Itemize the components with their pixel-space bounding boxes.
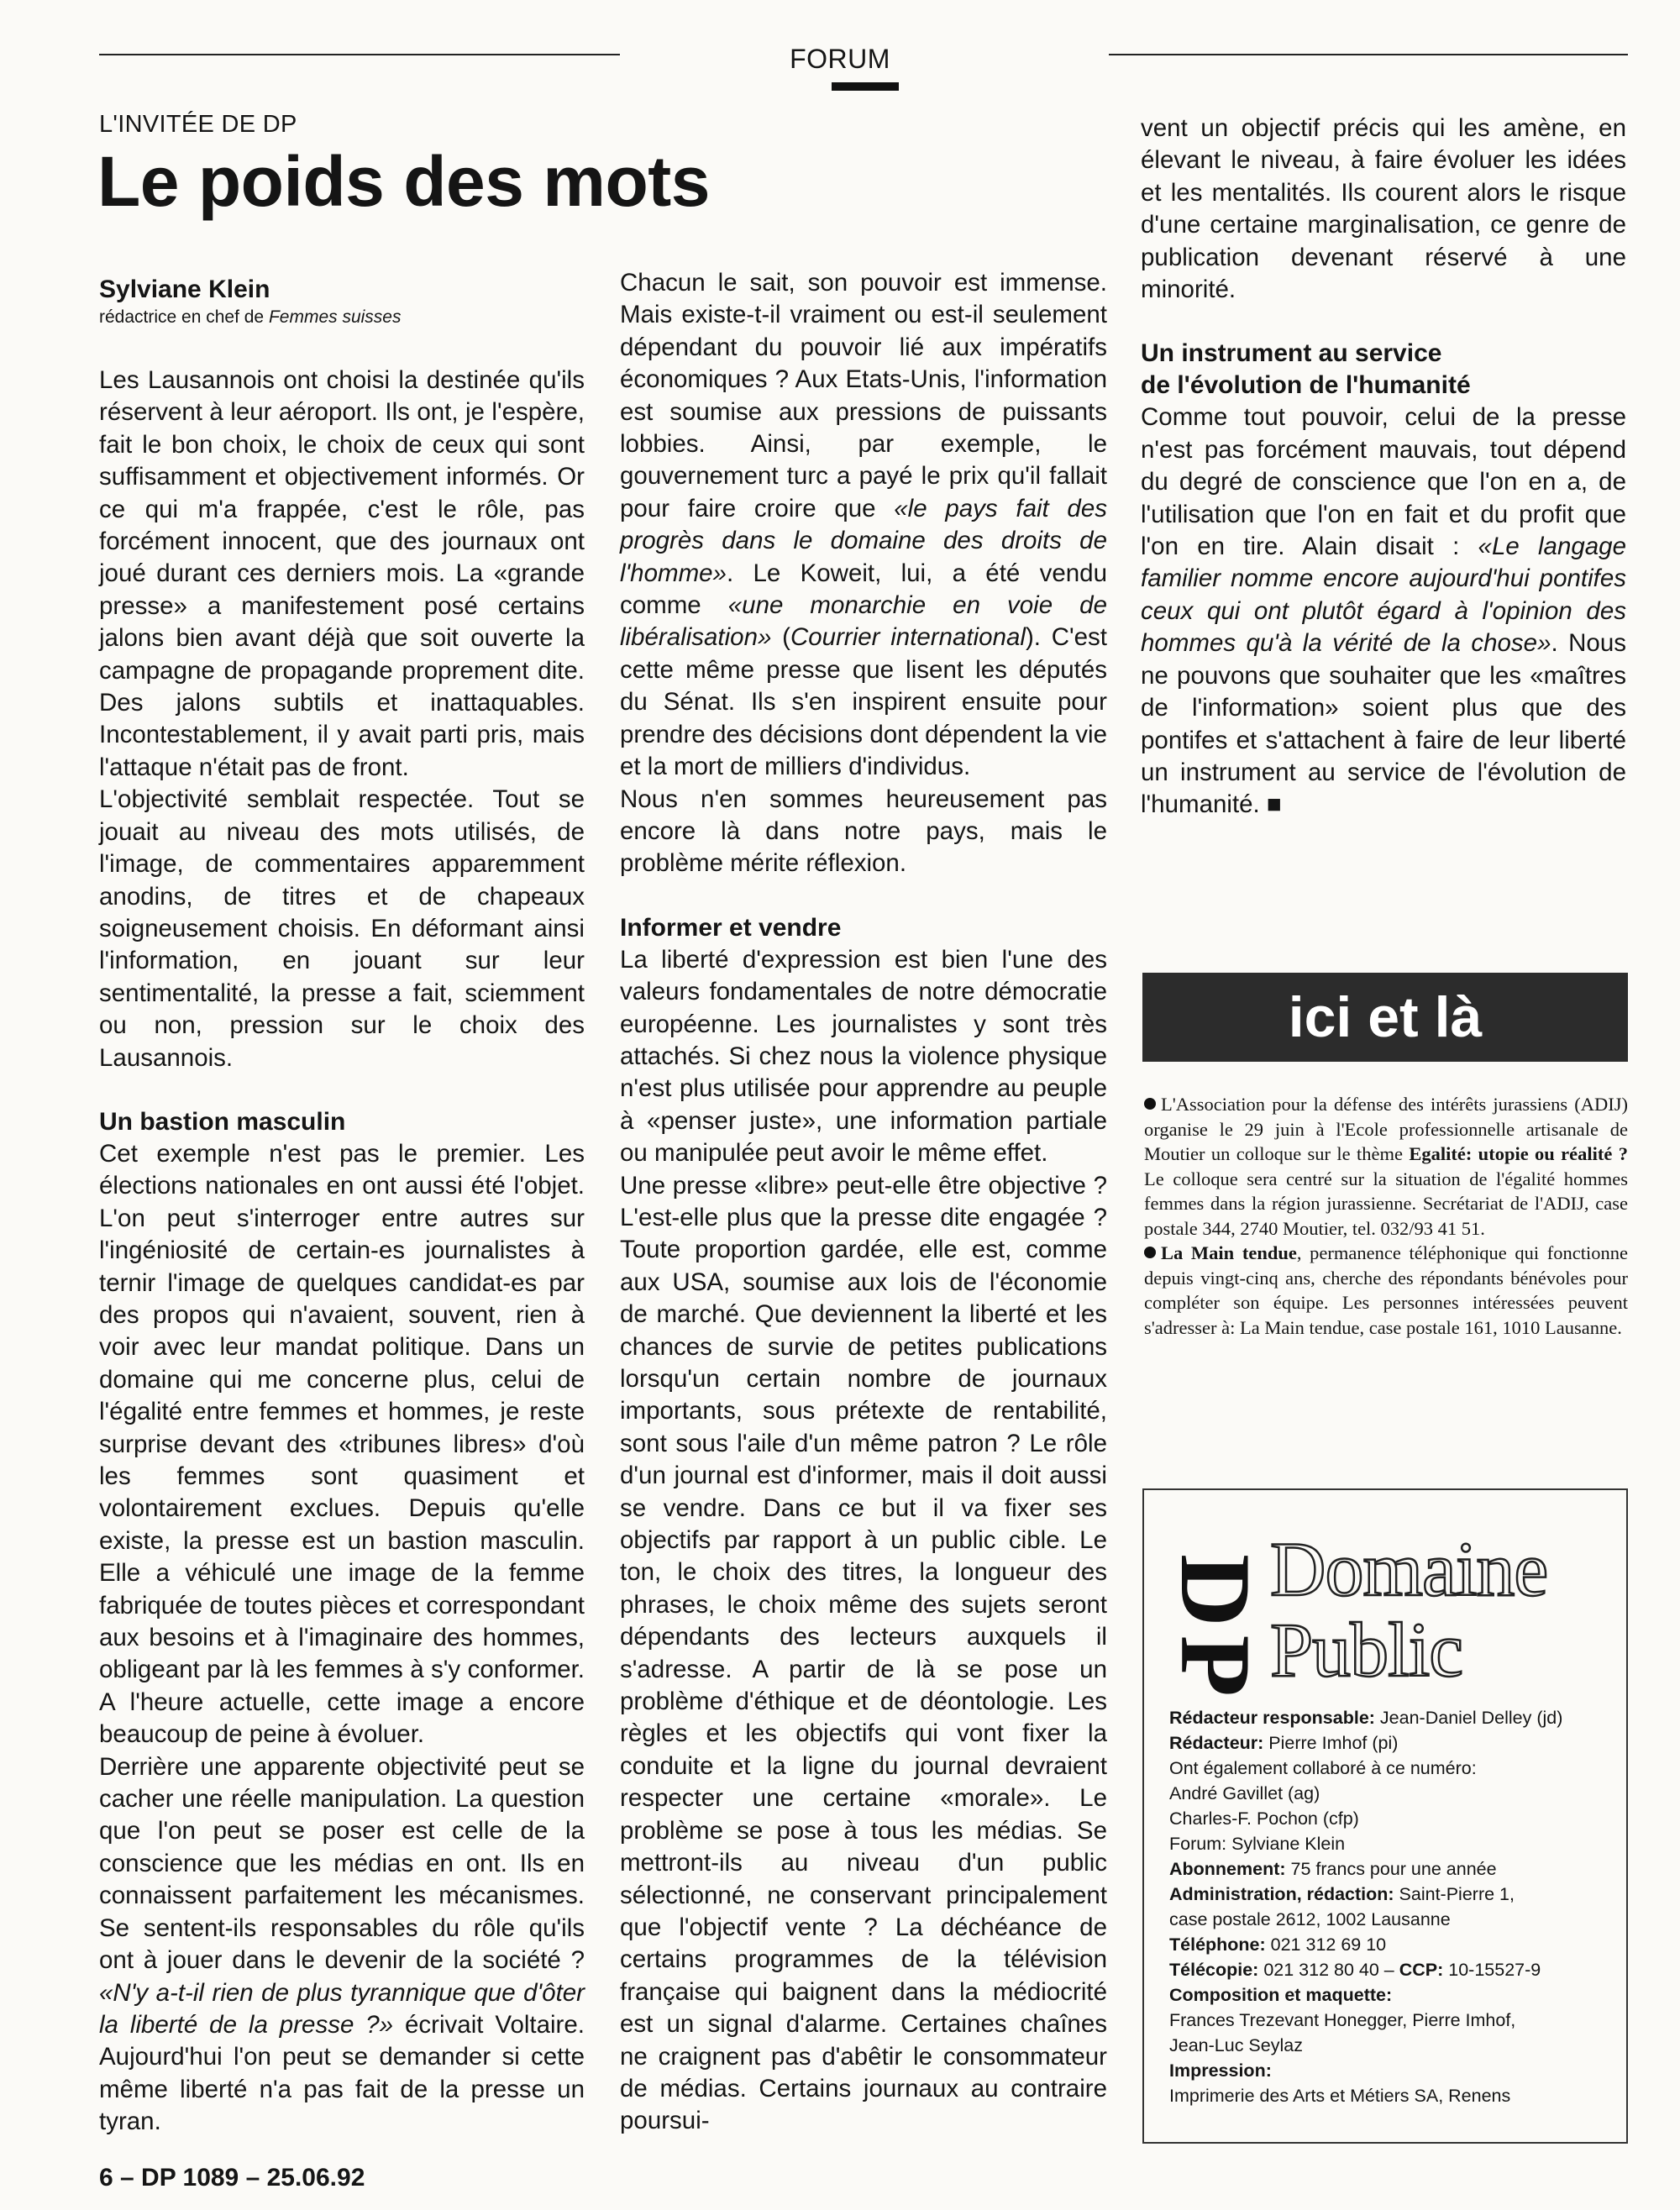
credit-line: case postale 2612, 1002 Lausanne [1169, 1909, 1451, 1929]
paragraph: Une presse «libre» peut-elle être objective ? L'est-elle plus que la presse dite engagée ? Toute proportion gardée, elle est, comme aux USA, soumise aux lois de l'économie de marché. Que deviennent la liberté et les chances de survie de petites publications lorsqu'un certain nombre de journaux importants, sous prétexte de rentabilité, sont sous l'aile d'un même patron ? Le rôle d'un journal est d'informer, mais il doit aussi se vendre. Dans ce but il va fixer ses objectifs par rapport à un public cible. Le ton, le choix des titres, la longueur des phrases, le choix même des sujets seront dépendants des lecteurs auxquels il s'adresse. A partir de là se pose un problème d'éthique et de déontologie. Les règles et les objectifs qui vont fixer la conduite et la ligne du journal devraient respecter une certaine «morale». Le problème se pose à tous les médias. Se mettront-ils au niveau d'un public sélectionné, ne conservant principalement que l'objectif vente ? La déchéance de certains programmes de la télévision française qui baignent dans la médiocrité est un signal d'alarme. Certaines chaînes ne craignent pas d'abêtir le consommateur de médias. Certains journaux au contraire poursui- [620, 1171, 1107, 2135]
page-folio: 6 – DP 1089 – 25.06.92 [99, 2164, 365, 2192]
section-marker [832, 82, 899, 91]
credit-line: Charles-F. Pochon (cfp) [1169, 1808, 1359, 1829]
subheading: Un bastion masculin [99, 1107, 346, 1136]
masthead-box [1142, 1488, 1628, 2144]
paragraph: L'objectivité semblait respectée. Tout se jouait au niveau des mots utilisés, de l'image, de commentaires apparemment anodins, de titres et de chapeaux soigneusement choisis. En déformant ainsi l'information, en jouant sur leur sentimentalité, la presse a fait, sciemment ou non, pression sur le choix des Lausannois. [99, 785, 585, 1072]
article-column-1 [99, 365, 585, 2139]
credit-line: Frances Trezevant Honegger, Pierre Imhof, [1169, 2010, 1516, 2030]
news-item: La Main tendue, permanence téléphonique qui fonctionne depuis vingt-cinq ans, cherche des répondants bénévoles pour compléter son équipe. Les personnes intéressées peuvent s'adresser à: La Main tendue, case postale 161, 1010 Lausanne. [1144, 1242, 1628, 1338]
author-role: rédactrice en chef de Femmes suisses [99, 307, 402, 327]
credit-line: Imprimerie des Arts et Métiers SA, Renens [1169, 2086, 1511, 2106]
credit-line: Rédacteur responsable: Jean-Daniel Delley (jd) [1169, 1708, 1563, 1728]
paragraph: Chacun le sait, son pouvoir est immense. Mais existe-t-il vraiment ou est-il seulement dépendant du pouvoir lié aux impératifs économiques ? Aux Etats-Unis, l'information est soumise aux pressions de puissants lobbies. Ainsi, par exemple, le gouvernement turc a payé le prix qu'il fallait pour faire croire que «le pays fait des progrès dans le domaine des droits de l'homme». Le Koweit, lui, a été vendu comme «une monarchie en voie de libéralisation» (Courrier international). C'est cette même presse que lisent les députés du Sénat. Ils s'en inspirent ensuite pour prendre des décisions dont dépendent la vie et la mort de milliers d'individus. [620, 269, 1107, 781]
credit-line: Forum: Sylviane Klein [1169, 1834, 1346, 1854]
domaine-public-logo: Domaine Public [1270, 1526, 1548, 1693]
credit-line: Administration, rédaction: Saint-Pierre 1, [1169, 1884, 1515, 1904]
article-title: Le poids des mots [97, 142, 710, 221]
paragraph: Les Lausannois ont choisi la destinée qu'ils réservent à leur aéroport. Ils ont, je l'espère, fait le bon choix, le choix de ceux qui sont suffisamment et objectivement informés. Or ce qui m'a frappée, c'est le rôle, pas forcément innocent, que des journaux ont joué durant ces derniers mois. La «grande presse» a manifestement posé certains jalons bien avant déjà que soit ouverte la campagne de propagande proprement dite. Des jalons subtils et inattaquables. Incontestablement, il y avait parti pris, mais l'attaque n'était pas de front. [99, 366, 585, 781]
credit-line: Ont également collaboré à ce numéro: [1169, 1758, 1477, 1778]
paragraph: La liberté d'expression est bien l'une des valeurs fondamentales de notre démocratie européenne. Les journalistes y sont très attachés. Si chez nous la violence physique n'est plus utilisée pour apprendre au peuple à «penser juste», une information partiale ou manipulée peut avoir le même effet. [620, 945, 1107, 1168]
credit-line: Jean-Luc Seylaz [1169, 2035, 1303, 2055]
dp-logo-letters: DP [1160, 1554, 1272, 1705]
ici-et-la-items [1144, 1092, 1628, 1340]
paragraph: vent un objectif précis qui les amène, en élevant le niveau, à faire évoluer les idées et les mentalités. Ils courent alors le risque d'une certaine marginalisation, ce genre de publication devenant réservé à une minorité. [1141, 114, 1626, 304]
dp-logo [1160, 1537, 1272, 1705]
article-column-2 [620, 267, 1107, 2138]
bullet-icon [1144, 1247, 1156, 1258]
credit-line: Téléphone: 021 312 69 10 [1169, 1934, 1387, 1955]
subheading: Informer et vendre [620, 913, 842, 942]
paragraph: Derrière une apparente objectivité peut se cacher une réelle manipulation. La question que l'on peut se poser est celle de la conscience que les médias en ont. Ils en connaissent parfaitement les mécanismes. Se sentent-ils responsables du rôle qu'ils ont à jouer dans le devenir de la société ? «N'y a-t-il rien de plus tyrannique que d'ôter la liberté de la presse ?» écrivait Voltaire. Aujourd'hui l'on peut se demander si cette même liberté n'a pas fait de la presse un tyran. [99, 1752, 585, 2136]
credit-line: Composition et maquette: [1169, 1985, 1393, 2005]
credit-line: André Gavillet (ag) [1169, 1783, 1320, 1803]
section-label: FORUM [790, 44, 890, 74]
author-name: Sylviane Klein [99, 276, 270, 303]
article-column-3 [1141, 113, 1626, 822]
paragraph: Comme tout pouvoir, celui de la presse n'est pas forcément mauvais, tout dépend du degré de conscience que l'on en a, de l'utilisation que l'on en fait et du profit que l'on en tire. Alain disait : «Le langage familier nomme encore aujourd'hui pontifes ceux qui ont plutôt égard à l'opinion des hommes qu'à la vérité de la chose». Nous ne pouvons que souhaiter que les «maîtres de l'information» soient plus que des pontifes et s'attachent à faire de leur liberté un instrument au service de l'évolution de l'humanité. ■ [1141, 403, 1626, 819]
credit-line: Télécopie: 021 312 80 40 – CCP: 10-15527-9 [1169, 1960, 1541, 1980]
subheading: Un instrument au service de l'évolution de l'humanité [1141, 339, 1471, 400]
credit-line: Abonnement: 75 francs pour une année [1169, 1859, 1497, 1879]
credit-line: Impression: [1169, 2060, 1272, 2081]
bullet-icon [1144, 1098, 1156, 1110]
ici-et-la-banner: ici et là [1142, 973, 1628, 1062]
kicker: L'INVITÉE DE DP [99, 111, 297, 138]
paragraph: Nous n'en sommes heureusement pas encore là dans notre pays, mais le problème mérite réflexion. [620, 785, 1107, 878]
credit-line: Rédacteur: Pierre Imhof (pi) [1169, 1733, 1399, 1753]
credits-list [1169, 1705, 1614, 2108]
news-item: L'Association pour la défense des intérêts jurassiens (ADIJ) organise le 29 juin à l'Ecole professionnelle artisanale de Moutier un colloque sur le thème Egalité: utopie ou réalité ? Le colloque sera centré sur la situation de l'égalité hommes femmes dans la région jurassienne. Secrétariat de l'ADIJ, case postale 344, 2740 Moutier, tel. 032/93 41 51. [1144, 1094, 1628, 1239]
paragraph: Cet exemple n'est pas le premier. Les élections nationales en ont aussi été l'objet. L'on peut s'interroger entre autres sur l'ingéniosité de certain-es journalistes à ternir l'image de quelques candidat-es par des propos qui n'avaient, souvent, rien à voir avec leur mandat politique. Dans un domaine qui me concerne plus, celui de l'égalité entre femmes et hommes, je reste surprise devant des «tribunes libres» d'où les femmes sont quasiment et volontairement exclues. Depuis qu'elle existe, la presse est un bastion masculin. Elle a véhiculé une image de la femme fabriquée de toutes pièces et correspondant aux besoins et à l'imaginaire des hommes, obligeant par là les femmes à s'y conformer. A l'heure actuelle, cette image a encore beaucoup de peine à évoluer. [99, 1139, 585, 1749]
